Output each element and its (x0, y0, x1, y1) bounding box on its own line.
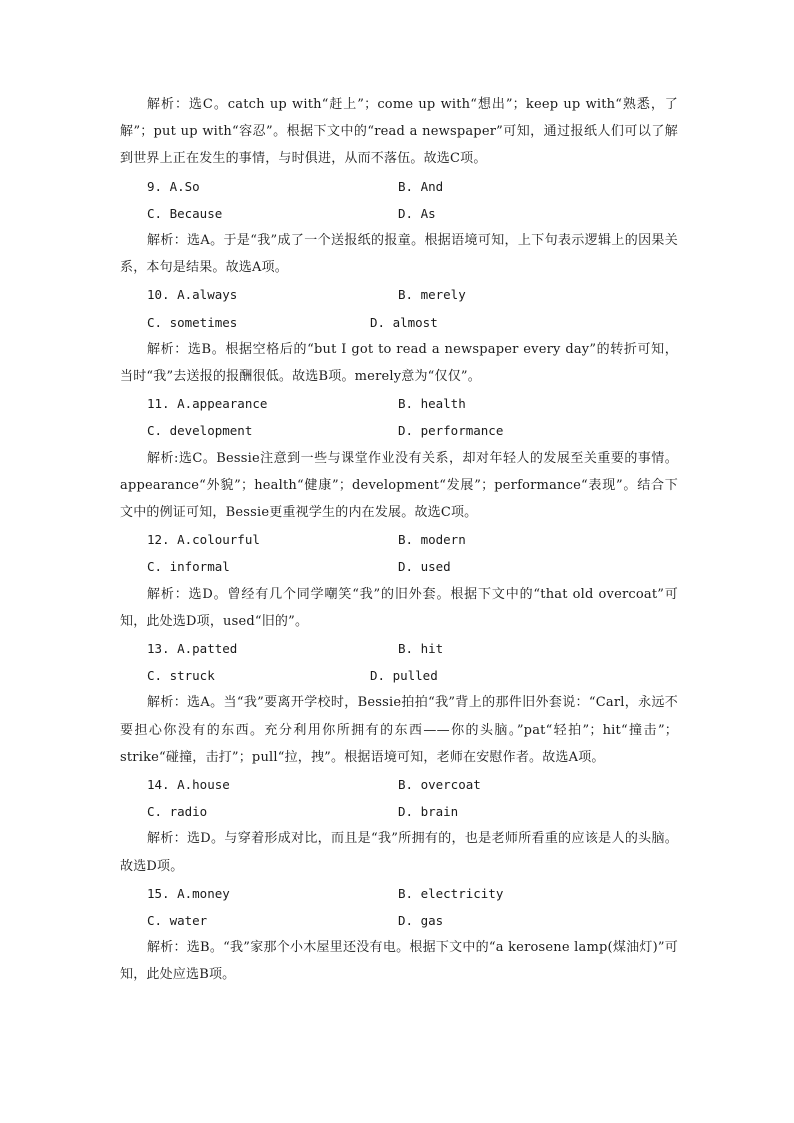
options-row (120, 200, 678, 227)
options-row (120, 173, 678, 200)
options-row (120, 390, 678, 417)
option-right: D. used (398, 559, 451, 575)
options-row (120, 281, 678, 308)
option-left: C. development (147, 423, 253, 439)
option-left: 15. A.money (147, 885, 230, 901)
option-left: 11. A.appearance (147, 396, 268, 412)
option-right: B. overcoat (398, 776, 481, 792)
explanation-paragraph: 解析:选C。Bessie注意到一些与课堂作业没有关系，却对年轻人的发展至关重要的事情。appearance“外貌”；health“健康”；development“发展”；performance“表现”。结合下文中的例证可知，Bessie更重视学生的内在发展。故选C项。 (120, 450, 678, 520)
explanation-paragraph: 解析：选B。根据空格后的“but I got to read a newspaper every day”的转折可知，当时“我”去送报的报酬很低。故选B项。merely意为“仅仅”。 (120, 341, 678, 384)
explanation-paragraph: 解析：选A。当“我”要离开学校时，Bessie拍拍“我”背上的那件旧外套说：“Carl，永远不要担心你没有的东西。充分利用你所拥有的东西——你的头脑。”pat“轻拍”；hit“撞击”；strike“碰撞，击打”；pull“拉，拽”。根据语境可知，老师在安慰作者。故选A项。 (120, 695, 678, 765)
options-row (120, 635, 678, 662)
options-row (120, 880, 678, 907)
options-row (120, 553, 678, 580)
explanation-paragraph: 解析：选D。与穿着形成对比，而且是“我”所拥有的，也是老师所看重的应该是人的头脑。故选D项。 (120, 831, 678, 874)
explanation-paragraph: 解析：选A。于是“我”成了一个送报纸的报童。根据语境可知，上下句表示逻辑上的因果关系，本句是结果。故选A项。 (120, 232, 678, 276)
option-left: 10. A.always (147, 287, 238, 303)
option-left: C. Because (147, 205, 223, 221)
option-right: B. merely (398, 287, 466, 303)
options-row (120, 526, 678, 553)
option-left: C. informal (147, 559, 230, 575)
option-right: B. hit (398, 640, 444, 656)
options-row (120, 798, 678, 825)
option-right: D. As (398, 205, 436, 221)
option-left: 14. A.house (147, 776, 230, 792)
option-left: C. water (147, 912, 208, 928)
option-left: 12. A.colourful (147, 532, 260, 548)
options-row (120, 309, 678, 336)
option-right: B. modern (398, 532, 466, 548)
option-left: C. sometimes (147, 314, 238, 330)
option-left: 13. A.patted (147, 640, 238, 656)
options-row (120, 662, 678, 689)
option-left: 9. A.So (147, 178, 200, 194)
option-right: D. performance (398, 423, 504, 439)
options-row (120, 417, 678, 444)
option-right: B. electricity (398, 885, 504, 901)
option-right: D. gas (398, 912, 444, 928)
option-left: C. struck (147, 668, 215, 684)
option-right: B. health (398, 396, 466, 412)
option-right: B. And (398, 178, 444, 194)
option-right: D. almost (370, 314, 438, 330)
explanation-paragraph: 解析：选B。“我”家那个小木屋里还没有电。根据下文中的“a kerosene lamp(煤油灯)”可知，此处应选B项。 (120, 940, 678, 983)
options-row (120, 771, 678, 798)
options-row (120, 907, 678, 934)
option-right: D. pulled (370, 668, 438, 684)
explanation-paragraph: 解析：选C。catch up with“赶上”；come up with“想出”；keep up with“熟悉，了解”；put up with“容忍”。根据下文中的“read a newspaper”可知，通过报纸人们可以了解到世界上正在发生的事情，与时俱进，从而不落伍。故选C项。 (120, 97, 678, 167)
option-left: C. radio (147, 804, 208, 820)
option-right: D. brain (398, 804, 459, 820)
explanation-paragraph: 解析：选D。曾经有几个同学嘲笑“我”的旧外套。根据下文中的“that old overcoat”可知，此处选D项，used“旧的”。 (120, 586, 678, 629)
